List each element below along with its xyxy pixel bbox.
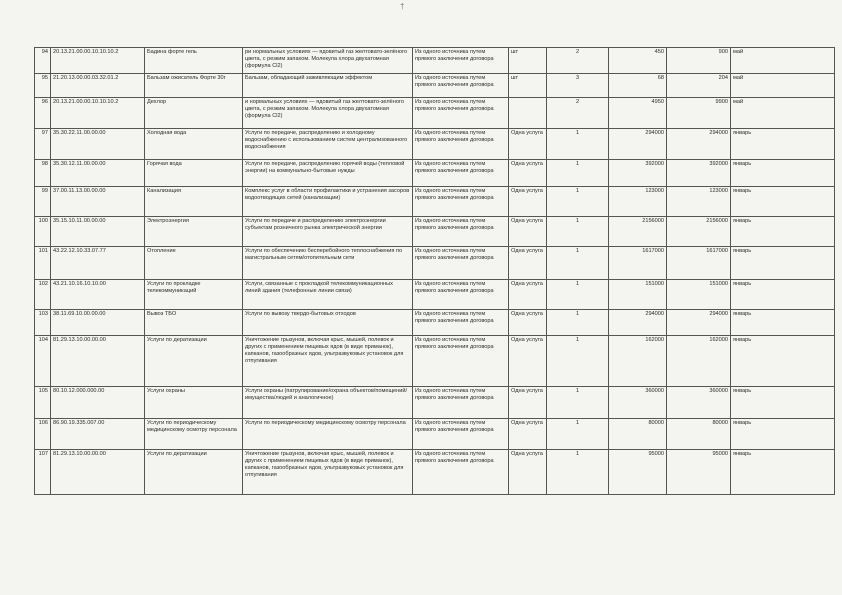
row-code: 35.30.12.11.00.00.00: [51, 160, 145, 187]
row-month: январь: [731, 336, 835, 387]
row-number: 95: [35, 74, 51, 98]
row-description: Бальзам, обладающий заживляющим эффектом: [243, 74, 413, 98]
row-number: 101: [35, 247, 51, 280]
row-month: январь: [731, 280, 835, 310]
row-sum: 95000: [667, 450, 731, 495]
row-description: Уничтожение грызунов, включая крыс, мышей, полевок и других с применением пищевых ядов (в виде приманок), капканов, газообразных ядов, ультразвуковых установок для отпугивания: [243, 336, 413, 387]
row-quantity: 1: [547, 450, 609, 495]
row-description: Услуги по обеспечению бесперебойного теплоснабжения по магистральным сетям/отопительным сети: [243, 247, 413, 280]
row-name: Услуги по периодическому медицинскому осмотру персонала: [145, 419, 243, 450]
row-price: 80000: [609, 419, 667, 450]
row-number: 105: [35, 387, 51, 419]
row-number: 94: [35, 48, 51, 74]
row-month: январь: [731, 187, 835, 217]
row-month: январь: [731, 419, 835, 450]
row-unit: Одна услуга: [509, 450, 547, 495]
row-price: 95000: [609, 450, 667, 495]
row-price: 1617000: [609, 247, 667, 280]
row-unit: Одна услуга: [509, 280, 547, 310]
row-code: 20.13.21.00.00.10.10.10.2: [51, 98, 145, 129]
row-unit: Одна услуга: [509, 187, 547, 217]
row-sum: 1617000: [667, 247, 731, 280]
row-name: Горячая вода: [145, 160, 243, 187]
row-name: Услуги охраны: [145, 387, 243, 419]
table-row: [35, 129, 835, 160]
row-price: 4950: [609, 98, 667, 129]
row-unit: Одна услуга: [509, 387, 547, 419]
row-name: Услуги по дератизации: [145, 450, 243, 495]
row-quantity: 1: [547, 310, 609, 336]
row-method: Из одного источника путем прямого заключения договора: [413, 310, 509, 336]
row-month: май: [731, 98, 835, 129]
row-number: 98: [35, 160, 51, 187]
row-quantity: 1: [547, 419, 609, 450]
table-row: [35, 310, 835, 336]
row-quantity: 1: [547, 129, 609, 160]
row-description: Уничтожение грызунов, включая крыс, мышей, полевок и других с применением пищевых ядов (в виде приманок), капканов, газообразных ядов, ультразвуковых установок для отпугивания: [243, 450, 413, 495]
row-code: 38.11.69.10.00.00.00: [51, 310, 145, 336]
row-sum: 392000: [667, 160, 731, 187]
row-method: Из одного источника путем прямого заключения договора: [413, 280, 509, 310]
row-month: январь: [731, 450, 835, 495]
row-quantity: 1: [547, 187, 609, 217]
row-description: Услуги охраны (патрулирование/охрана объектов/помещений/имущества/людей и аналогичное): [243, 387, 413, 419]
row-sum: 204: [667, 74, 731, 98]
row-quantity: 3: [547, 74, 609, 98]
row-quantity: 1: [547, 387, 609, 419]
row-code: 80.10.12.000.000.00: [51, 387, 145, 419]
row-unit: шт: [509, 48, 547, 74]
row-number: 106: [35, 419, 51, 450]
row-code: 43.21.10.16.10.10.00: [51, 280, 145, 310]
row-price: 450: [609, 48, 667, 74]
row-name: Холодная вода: [145, 129, 243, 160]
row-method: Из одного источника путем прямого заключения договора: [413, 98, 509, 129]
row-sum: 294000: [667, 129, 731, 160]
row-description: ри нормальных условиях — ядовитый газ желтовато-зелёного цвета, с резким запахом. Молекула хлора двухатомная (формула Cl2): [243, 48, 413, 74]
table-row: [35, 419, 835, 450]
row-unit: Одна услуга: [509, 129, 547, 160]
procurement-table: [34, 47, 835, 495]
row-description: и нормальных условиях — ядовитый газ желтовато-зелёного цвета, с резким запахом. Молекула хлора двухатомная (формула Cl2): [243, 98, 413, 129]
table-row: [35, 74, 835, 98]
table-row: [35, 280, 835, 310]
table-row: [35, 387, 835, 419]
row-price: 123000: [609, 187, 667, 217]
table-row: [35, 450, 835, 495]
row-method: Из одного источника путем прямого заключения договора: [413, 74, 509, 98]
row-method: Из одного источника путем прямого заключения договора: [413, 160, 509, 187]
row-unit: [509, 98, 547, 129]
row-sum: 9900: [667, 98, 731, 129]
row-price: 162000: [609, 336, 667, 387]
row-name: Дехлор: [145, 98, 243, 129]
row-name: Канализация: [145, 187, 243, 217]
row-number: 99: [35, 187, 51, 217]
row-description: Услуги по вывозу твердо-бытовых отходов: [243, 310, 413, 336]
table-row: [35, 160, 835, 187]
row-unit: Одна услуга: [509, 419, 547, 450]
row-quantity: 2: [547, 48, 609, 74]
row-month: май: [731, 74, 835, 98]
row-method: Из одного источника путем прямого заключения договора: [413, 217, 509, 247]
row-description: Услуги по периодическому медицинскому осмотру персонала: [243, 419, 413, 450]
table-row: [35, 247, 835, 280]
row-price: 2156000: [609, 217, 667, 247]
row-number: 97: [35, 129, 51, 160]
row-quantity: 1: [547, 160, 609, 187]
row-quantity: 2: [547, 98, 609, 129]
row-description: Услуги, связанные с прокладкой телекоммуникационных линий здания (телефонные линии связи): [243, 280, 413, 310]
row-month: январь: [731, 160, 835, 187]
row-description: Услуги по передаче, распределению и холодному водоснабжению с использованием систем централизованного водоснабжения: [243, 129, 413, 160]
row-number: 100: [35, 217, 51, 247]
page-mark: †: [400, 2, 405, 11]
row-method: Из одного источника путем прямого заключения договора: [413, 450, 509, 495]
row-description: Услуги по передаче и распределению электроэнергии субъектам розничного рынка электрической энергии: [243, 217, 413, 247]
row-price: 294000: [609, 310, 667, 336]
row-method: Из одного источника путем прямого заключения договора: [413, 129, 509, 160]
row-quantity: 1: [547, 217, 609, 247]
row-number: 107: [35, 450, 51, 495]
row-code: 20.13.21.00.00.10.10.10.2: [51, 48, 145, 74]
row-code: 35.30.22.11.00.00.00: [51, 129, 145, 160]
row-number: 102: [35, 280, 51, 310]
row-name: Услуги по дератизации: [145, 336, 243, 387]
row-code: 37.00.11.13.00.00.00: [51, 187, 145, 217]
row-code: 86.90.19.335.007.00: [51, 419, 145, 450]
row-number: 103: [35, 310, 51, 336]
row-sum: 80000: [667, 419, 731, 450]
row-unit: Одна услуга: [509, 247, 547, 280]
row-name: Вывоз ТБО: [145, 310, 243, 336]
row-price: 360000: [609, 387, 667, 419]
row-sum: 2156000: [667, 217, 731, 247]
row-sum: 294000: [667, 310, 731, 336]
row-code: 81.29.13.10.00.00.00: [51, 336, 145, 387]
row-sum: 360000: [667, 387, 731, 419]
row-method: Из одного источника путем прямого заключения договора: [413, 336, 509, 387]
row-name: Услуги по прокладке телекоммуникаций: [145, 280, 243, 310]
row-month: май: [731, 48, 835, 74]
row-sum: 151000: [667, 280, 731, 310]
row-price: 392000: [609, 160, 667, 187]
row-name: Отопление: [145, 247, 243, 280]
row-quantity: 1: [547, 247, 609, 280]
row-method: Из одного источника путем прямого заключения договора: [413, 247, 509, 280]
table-row: [35, 48, 835, 74]
row-month: январь: [731, 387, 835, 419]
row-code: 81.29.13.10.00.00.00: [51, 450, 145, 495]
row-month: январь: [731, 310, 835, 336]
row-name: Электроэнергия: [145, 217, 243, 247]
row-number: 104: [35, 336, 51, 387]
row-price: 68: [609, 74, 667, 98]
row-number: 96: [35, 98, 51, 129]
row-name: Бадина форте гель: [145, 48, 243, 74]
row-sum: 162000: [667, 336, 731, 387]
row-unit: Одна услуга: [509, 310, 547, 336]
row-name: Бальзам ожисатель Форте 30г: [145, 74, 243, 98]
row-quantity: 1: [547, 280, 609, 310]
table-row: [35, 217, 835, 247]
table-row: [35, 187, 835, 217]
row-code: 35.15.10.11.00.00.00: [51, 217, 145, 247]
row-unit: Одна услуга: [509, 160, 547, 187]
row-method: Из одного источника путем прямого заключения договора: [413, 48, 509, 74]
row-unit: шт: [509, 74, 547, 98]
row-sum: 123000: [667, 187, 731, 217]
row-month: январь: [731, 129, 835, 160]
row-description: Комплекс услуг в области профилактики и устранения засоров водоотводящих сетей (канализации): [243, 187, 413, 217]
row-method: Из одного источника путем прямого заключения договора: [413, 187, 509, 217]
row-code: 43.22.12.10.33.07.77: [51, 247, 145, 280]
table-row: [35, 336, 835, 387]
row-unit: Одна услуга: [509, 217, 547, 247]
row-sum: 900: [667, 48, 731, 74]
row-price: 294000: [609, 129, 667, 160]
row-month: январь: [731, 217, 835, 247]
row-price: 151000: [609, 280, 667, 310]
row-unit: Одна услуга: [509, 336, 547, 387]
row-month: январь: [731, 247, 835, 280]
row-code: 21.20.13.00.00.03.32.01.2: [51, 74, 145, 98]
row-method: Из одного источника путем прямого заключения договора: [413, 387, 509, 419]
table-row: [35, 98, 835, 129]
row-quantity: 1: [547, 336, 609, 387]
row-description: Услуги по передаче, распределению горячей воды (тепловой энергии) на коммунально-бытовые нужды: [243, 160, 413, 187]
row-method: Из одного источника путем прямого заключения договора: [413, 419, 509, 450]
